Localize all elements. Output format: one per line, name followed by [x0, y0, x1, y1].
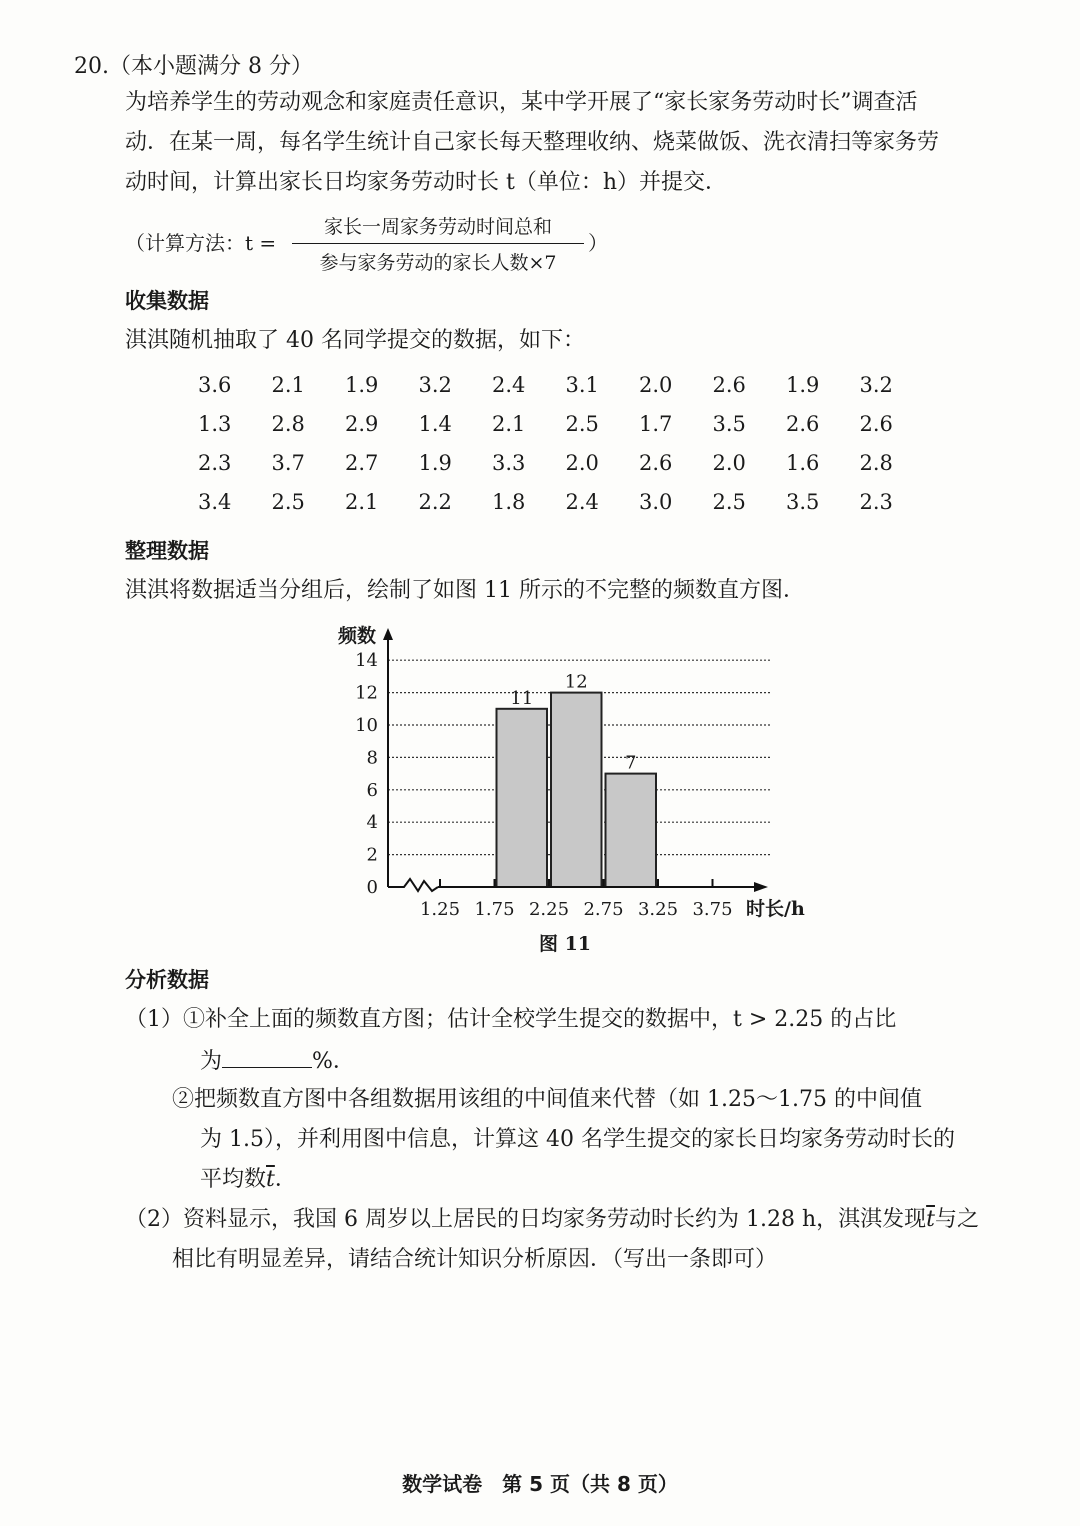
data-cell: 2.6	[786, 412, 820, 436]
y-tick-label: 2	[366, 844, 378, 866]
collect-heading: 收集数据	[125, 289, 209, 313]
intro-line-3: 动时间，计算出家长日均家务劳动时长 t（单位：h）并提交．	[125, 170, 728, 195]
bar-label: 7	[625, 752, 637, 774]
organize-heading: 整理数据	[125, 539, 209, 563]
y-tick-label: 6	[366, 779, 378, 801]
data-cell: 2.5	[271, 490, 305, 514]
y-axis-arrow	[383, 628, 393, 640]
q2-line2: 相比有明显差异，请结合统计知识分析原因．（写出一条即可）	[172, 1247, 778, 1272]
data-cell: 2.1	[492, 412, 526, 436]
q2-prefix: （2）资料显示，我国 6 周岁以上居民的日均家务劳动时长约为 1.28 h，淇淇发现	[125, 1207, 927, 1232]
data-cell: 2.3	[198, 451, 232, 475]
data-cell: 2.8	[271, 412, 305, 436]
question-number: 20.	[74, 54, 109, 79]
data-cell: 2.0	[712, 451, 746, 475]
score-note: （本小题满分 8 分）	[109, 54, 313, 79]
y-tick-label: 14	[355, 650, 378, 672]
q1-b-line2: 为 1.5），并利用图中信息，计算这 40 名学生提交的家长日均家务劳动时长的	[200, 1127, 955, 1152]
data-cell: 1.8	[492, 490, 526, 514]
data-cell: 2.4	[492, 373, 526, 397]
organize-desc: 淇淇将数据适当分组后，绘制了如图 11 所示的不完整的频数直方图．	[125, 578, 805, 603]
data-cell: 2.2	[418, 490, 452, 514]
y-tick-label: 0	[366, 877, 378, 898]
data-cell: 3.5	[786, 490, 820, 514]
data-cell: 2.6	[859, 412, 893, 436]
y-axis-label: 频数	[338, 625, 377, 647]
data-cell: 3.4	[198, 490, 232, 514]
data-cell: 2.9	[345, 412, 379, 436]
data-cell: 3.0	[639, 490, 673, 514]
bar-label: 12	[564, 671, 588, 693]
data-cell: 2.0	[565, 451, 599, 475]
histogram-bar	[497, 709, 548, 887]
q1-b-prefix: 平均数	[200, 1167, 267, 1192]
method-prefix: （计算方法：t =	[125, 231, 277, 255]
y-tick-label: 4	[366, 812, 378, 834]
x-tick-label: 1.75	[474, 899, 515, 920]
q2-line1	[125, 1205, 979, 1235]
x-axis-arrow	[754, 882, 768, 892]
data-cell: 1.4	[418, 412, 452, 436]
question-header	[74, 52, 313, 82]
data-cell: 1.9	[786, 373, 820, 397]
data-cell: 3.7	[271, 451, 305, 475]
x-axis-label: 时长/h	[746, 898, 805, 920]
histogram-bar	[606, 774, 657, 887]
data-cell: 2.7	[345, 451, 379, 475]
data-cell: 1.9	[418, 451, 452, 475]
data-cell: 1.6	[786, 451, 820, 475]
mean-symbol-2: $\overline{t}$	[926, 1207, 935, 1232]
y-tick-label: 10	[355, 715, 378, 736]
data-cell: 2.5	[712, 490, 746, 514]
method-numerator: 家长一周家务劳动时间总和	[292, 212, 584, 244]
x-tick-label: 1.25	[419, 899, 461, 920]
q2-suffix: 与之	[934, 1207, 979, 1232]
x-tick-label: 3.75	[692, 899, 733, 920]
q1-a-line2	[200, 1045, 355, 1077]
data-cell: 2.3	[859, 490, 893, 514]
y-tick-label: 12	[355, 682, 378, 704]
data-cell: 3.3	[492, 451, 526, 475]
intro-line-1: 为培养学生的劳动观念和家庭责任意识，某中学开展了“家长家务劳动时长”调查活	[125, 90, 918, 115]
y-tick-label: 8	[366, 747, 378, 769]
data-cell: 3.1	[565, 373, 599, 397]
x-tick-label: 3.25	[637, 899, 679, 920]
page-footer: 数学试卷 第 5 页（共 8 页）	[402, 1472, 678, 1496]
data-cell: 2.0	[639, 373, 673, 397]
method-suffix: ）	[588, 231, 608, 255]
method-denominator: 参与家务劳动的家长人数×7	[319, 252, 557, 274]
data-cell: 3.5	[712, 412, 746, 436]
intro-line-2: 动．在某一周，每名学生统计自己家长每天整理收纳、烧菜做饭、洗衣清扫等家务劳	[125, 130, 940, 155]
x-tick-label: 2.75	[583, 899, 624, 920]
analysis-heading: 分析数据	[125, 968, 209, 992]
q1-a-suffix: %．	[312, 1049, 355, 1074]
histogram-bar	[551, 693, 602, 887]
data-cell: 2.1	[345, 490, 379, 514]
data-cell: 2.4	[565, 490, 599, 514]
method-fraction	[292, 212, 584, 275]
bar-label: 11	[510, 687, 534, 709]
data-cell: 2.5	[565, 412, 599, 436]
q1-b-line3	[200, 1165, 297, 1195]
answer-blank[interactable]	[222, 1045, 312, 1068]
axis-break	[388, 879, 438, 891]
figure-caption: 图 11	[538, 933, 592, 955]
mean-symbol: $\overline{t}$	[266, 1167, 275, 1192]
data-cell: 1.3	[198, 412, 232, 436]
data-cell: 3.2	[859, 373, 893, 397]
data-cell: 2.8	[859, 451, 893, 475]
collect-desc: 淇淇随机抽取了 40 名同学提交的数据，如下：	[125, 328, 585, 353]
q1-b-suffix: ．	[274, 1167, 297, 1192]
data-cell: 2.1	[271, 373, 305, 397]
q1-b-line1: ②把频数直方图中各组数据用该组的中间值来代替（如 1.25～1.75 的中间值	[172, 1087, 922, 1112]
data-cell: 3.6	[198, 373, 232, 397]
q1-a-line1: （1）①补全上面的频数直方图；估计全校学生提交的数据中，t > 2.25 的占比	[125, 1007, 897, 1032]
data-cell: 2.6	[639, 451, 673, 475]
data-cell: 2.6	[712, 373, 746, 397]
data-cell: 1.9	[345, 373, 379, 397]
x-tick-label: 2.25	[528, 899, 570, 920]
data-cell: 3.2	[418, 373, 452, 397]
frequency-histogram	[0, 610, 1080, 960]
data-cell: 1.7	[639, 412, 673, 436]
q1-a-prefix: 为	[200, 1049, 223, 1074]
